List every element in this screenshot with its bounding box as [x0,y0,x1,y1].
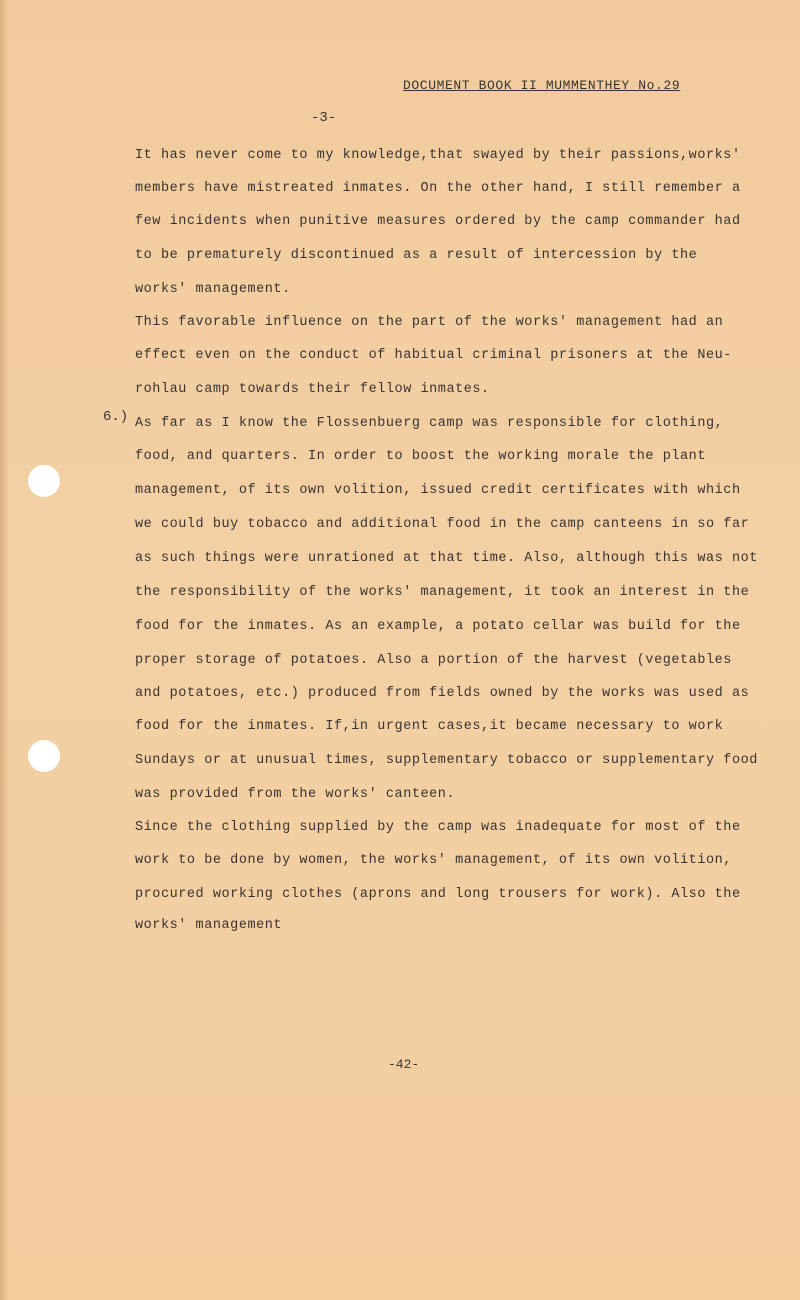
text-line: we could buy tobacco and additional food in the camp canteens in so far [135,517,750,532]
text-line: was provided from the works' canteen. [135,787,456,802]
text-line: Sundays or at unusual times, supplementary tobacco or supplementary food [135,753,758,768]
text-line: As far as I know the Flossenbuerg camp was responsible for clothing, [135,416,724,431]
text-line: food for the inmates. As an example, a potato cellar was build for the [135,619,741,634]
text-line: rohlau camp towards their fellow inmates. [135,382,490,397]
text-line: procured working clothes (aprons and long trousers for work). Also the [135,887,741,902]
text-line: food, and quarters. In order to boost the working morale the plant [135,449,706,464]
punch-hole-top [28,465,60,497]
text-line: to be prematurely discontinued as a result of intercession by the [135,248,698,263]
text-line: Since the clothing supplied by the camp was inadequate for most of the [135,820,741,835]
footer-page-number: -42- [388,1057,420,1072]
punch-hole-bottom [28,740,60,772]
text-line: few incidents when punitive measures ordered by the camp commander had [135,214,741,229]
page-number: -3- [311,110,337,126]
text-line: It has never come to my knowledge,that swayed by their passions,works' [135,148,741,163]
document-book-header: DOCUMENT BOOK II MUMMENTHEY No.29 [403,78,681,93]
text-line: food for the inmates. If,in urgent cases,it became necessary to work [135,719,724,734]
page-left-edge [0,0,8,1300]
text-line: the responsibility of the works' management, it took an interest in the [135,585,750,600]
text-line: works' management [135,918,283,933]
text-line: proper storage of potatoes. Also a portion of the harvest (vegetables [135,653,732,668]
text-line: as such things were unrationed at that time. Also, although this was not [135,551,758,566]
text-line: This favorable influence on the part of the works' management had an [135,315,724,330]
item-number: 6.) [103,409,129,425]
text-line: works' management. [135,282,291,297]
text-line: effect even on the conduct of habitual criminal prisoners at the Neu- [135,348,732,363]
text-line: work to be done by women, the works' management, of its own volition, [135,853,732,868]
text-line: management, of its own volition, issued credit certificates with which [135,483,741,498]
text-line: and potatoes, etc.) produced from fields owned by the works was used as [135,686,750,701]
text-line: members have mistreated inmates. On the other hand, I still remember a [135,181,741,196]
